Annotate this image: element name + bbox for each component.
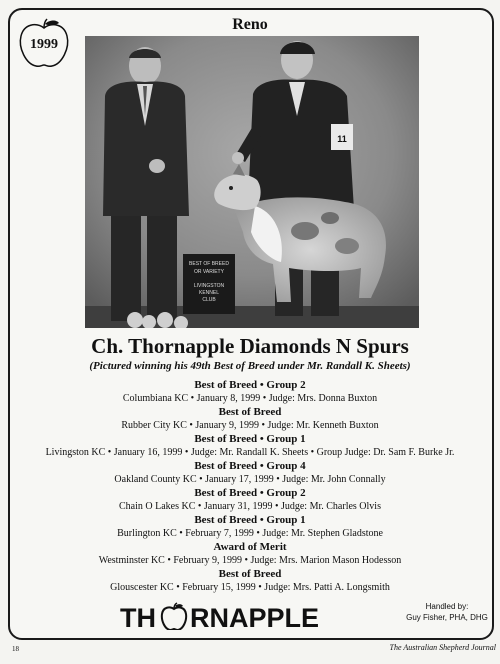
show-location: Reno <box>232 16 268 33</box>
win-detail: Westminster KC • February 9, 1999 • Judge: Mrs. Marion Mason Hodesson <box>98 555 402 566</box>
photo-caption: (Pictured winning his 49th Best of Breed under Mr. Randall K. Sheets) <box>89 360 411 372</box>
show-photo <box>85 36 419 328</box>
win-award: Best of Breed <box>218 568 282 580</box>
handler-label: Handled by: <box>425 602 469 611</box>
win-entry <box>20 405 480 432</box>
win-detail: Oakland County KC • January 17, 1999 • Judge: Mr. John Connally <box>114 474 386 485</box>
best-of-breed-sign <box>183 254 235 314</box>
win-detail: Chain O Lakes KC • January 31, 1999 • Judge: Mr. Charles Olvis <box>119 501 381 512</box>
win-entry <box>20 540 480 567</box>
win-detail: Glouscester KC • February 15, 1999 • Judge: Mrs. Patti A. Longsmith <box>110 582 390 593</box>
sign-line-1: BEST OF BREED <box>189 261 229 267</box>
win-detail: Livingston KC • January 16, 1999 • Judge: Mr. Randall K. Sheets • Group Judge: Dr. Sam F. Burke Jr. <box>45 447 455 458</box>
win-award: Best of Breed • Group 1 <box>194 433 306 445</box>
sign-line-5: CLUB <box>202 297 216 303</box>
win-entry <box>20 432 480 459</box>
sign-line-3: LIVINGSTON <box>193 283 225 289</box>
win-entry <box>20 459 480 486</box>
logo-apple-icon <box>162 603 186 630</box>
dog-name: Ch. Thornapple Diamonds N Spurs <box>91 334 409 358</box>
page-number: 18 <box>12 645 19 653</box>
sign-line-2: OR VARIETY <box>194 269 224 275</box>
win-award: Best of Breed • Group 1 <box>194 514 306 526</box>
win-entry <box>20 486 480 513</box>
win-detail: Burlington KC • February 7, 1999 • Judge: Mr. Stephen Gladstone <box>117 528 383 539</box>
win-award: Best of Breed <box>218 406 282 418</box>
handler-credit <box>402 601 492 623</box>
thornapple-logo <box>120 602 382 630</box>
journal-name: The Australian Shepherd Journal <box>389 643 496 652</box>
win-detail: Columbiana KC • January 8, 1999 • Judge: Mrs. Donna Buxton <box>122 393 378 404</box>
armband-number: 11 <box>337 134 347 144</box>
badge-year: 1999 <box>30 37 58 52</box>
sign-line-4: KENNEL <box>198 290 220 296</box>
win-detail: Rubber City KC • January 9, 1999 • Judge: Mr. Kenneth Buxton <box>121 420 379 431</box>
logo-text-right: RNAPPLE <box>190 603 320 630</box>
win-entry <box>20 567 480 594</box>
win-award: Award of Merit <box>213 541 287 553</box>
logo-text-left: TH <box>120 603 156 630</box>
win-entry <box>20 513 480 540</box>
win-award: Best of Breed • Group 4 <box>194 460 306 472</box>
wins-list <box>20 378 480 594</box>
win-award: Best of Breed • Group 2 <box>194 379 306 391</box>
win-award: Best of Breed • Group 2 <box>194 487 306 499</box>
handler-name: Guy Fisher, PHA, DHG <box>406 613 488 622</box>
win-entry <box>20 378 480 405</box>
